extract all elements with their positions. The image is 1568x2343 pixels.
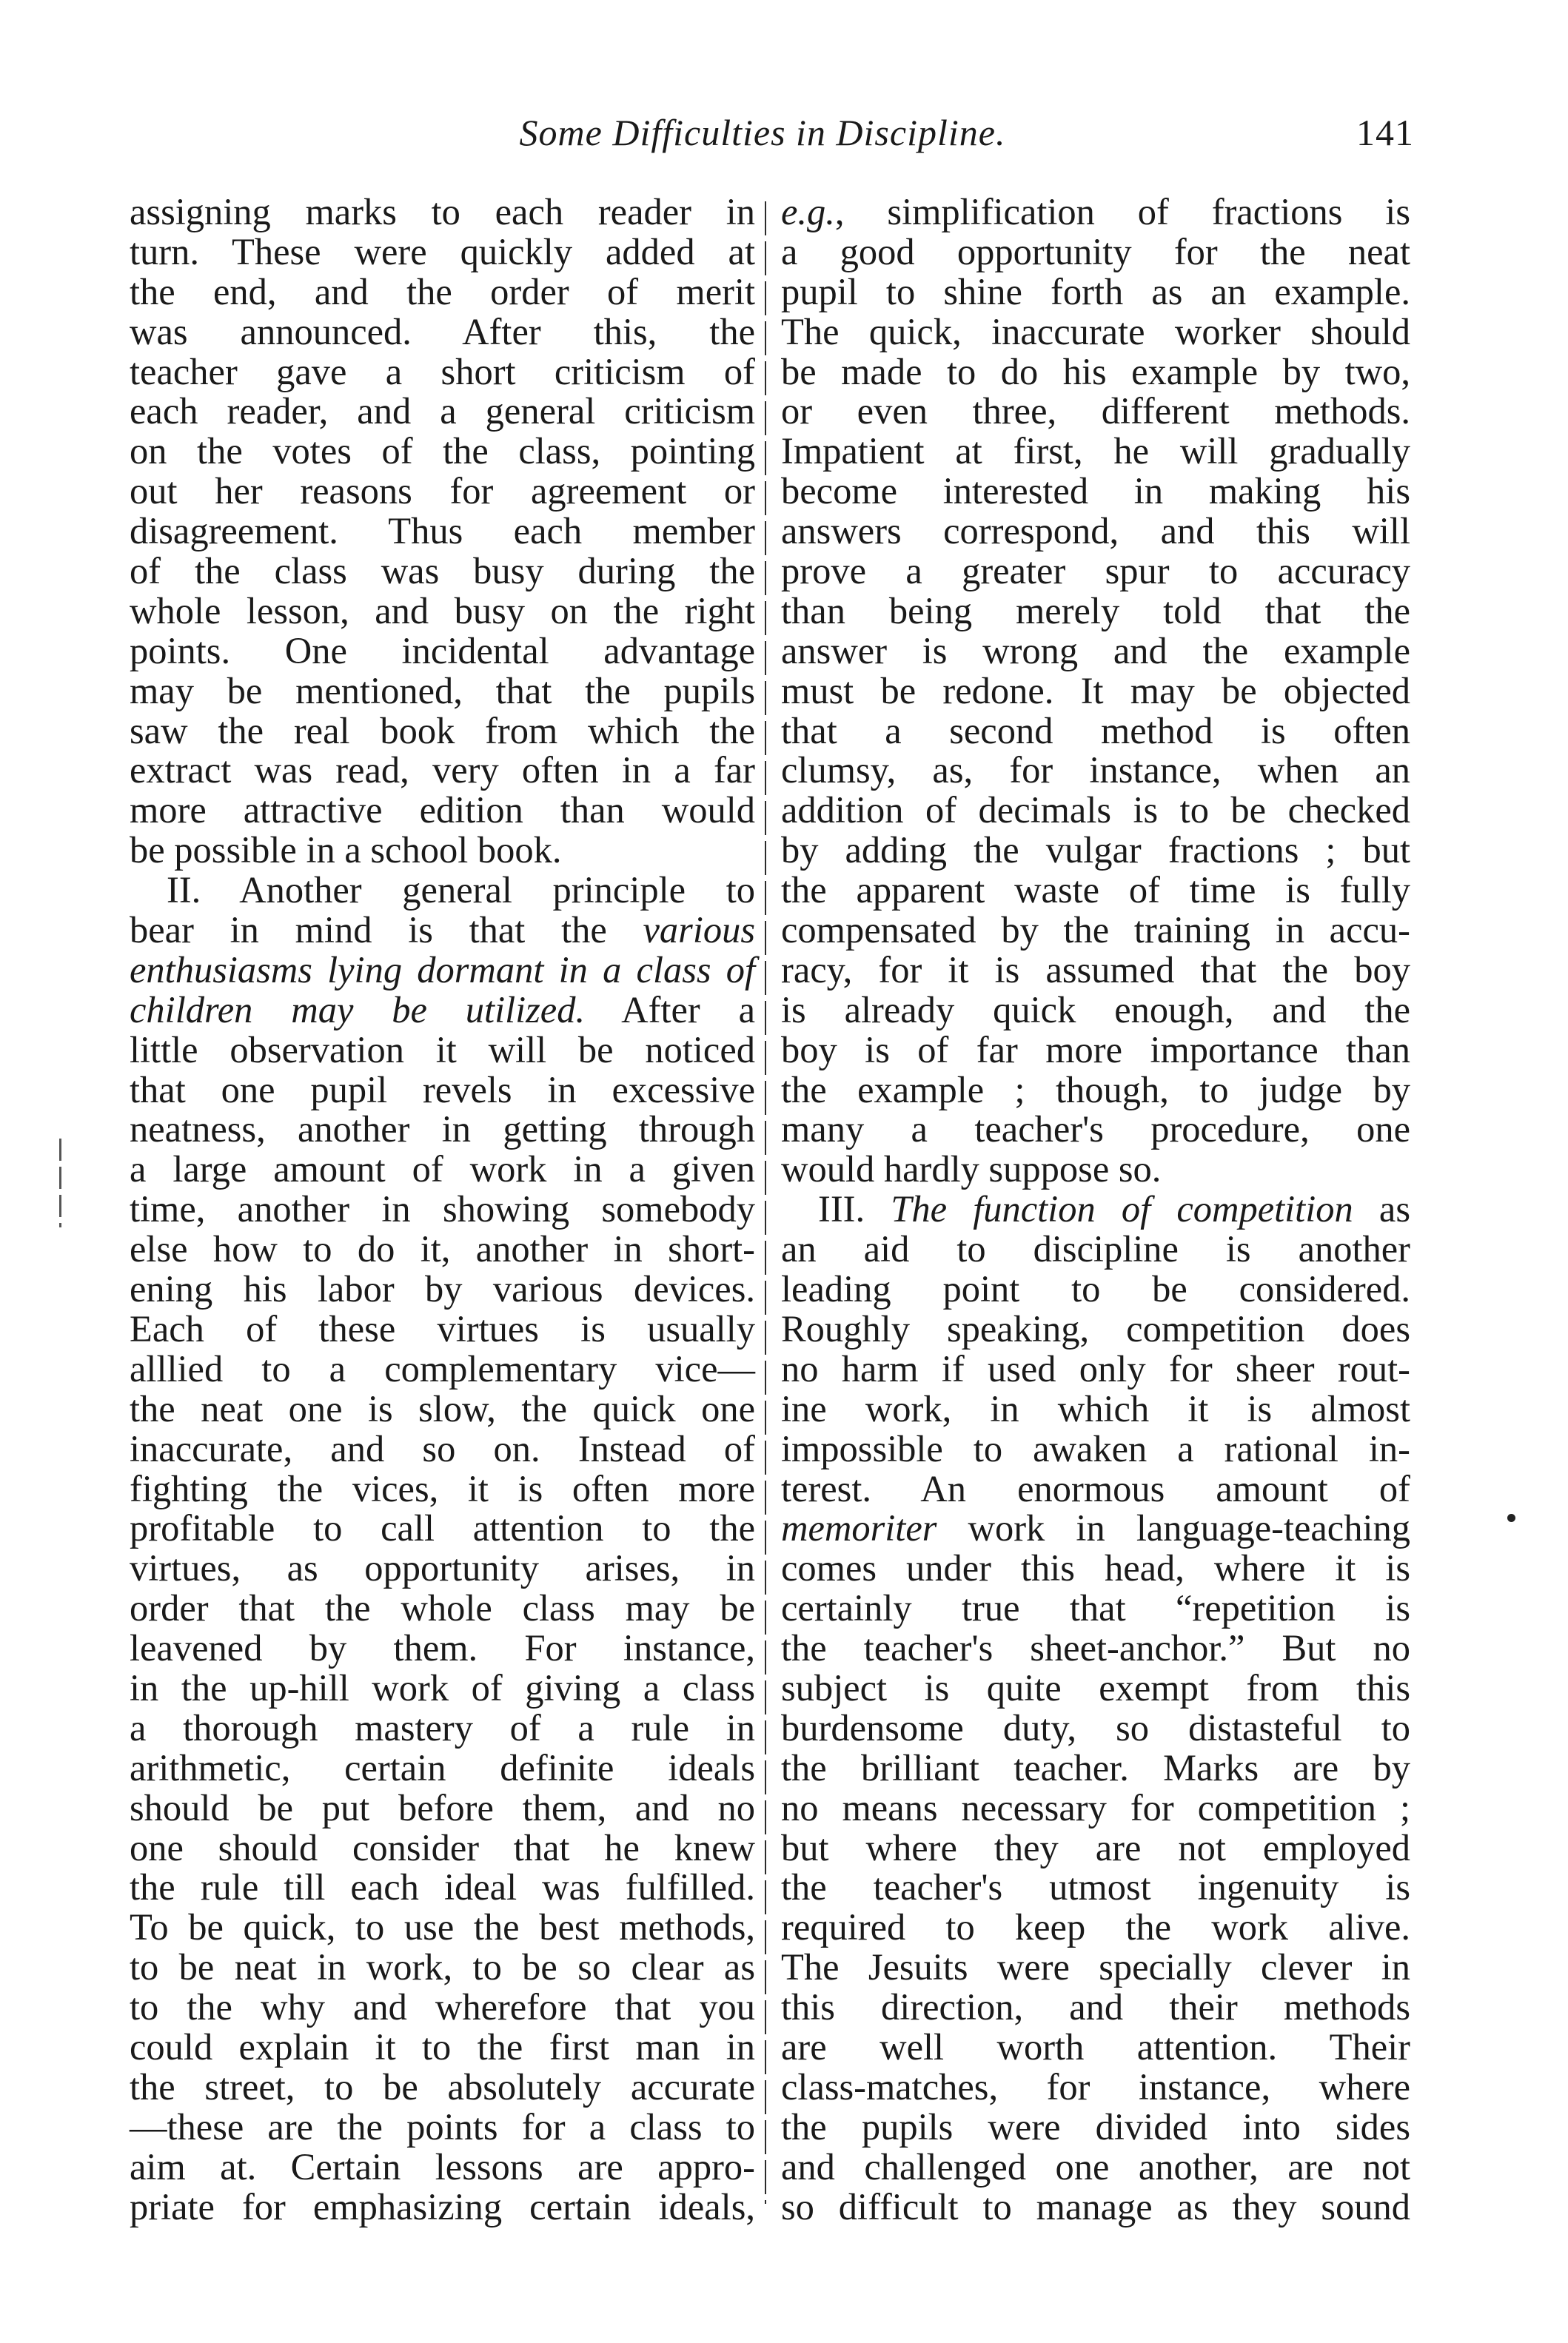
text-line [130, 1666, 755, 1709]
line-text: answers correspond, and this will [781, 510, 1410, 552]
text-line [130, 1868, 755, 1908]
line-text: Each of these virtues is usually [130, 1307, 755, 1350]
line-text: work in language-teaching [937, 1507, 1410, 1549]
line-text: time, another in showing somebody [130, 1188, 755, 1230]
text-line [130, 432, 755, 472]
text-line [130, 1908, 755, 1948]
line-text: , simplification of fractions is [834, 191, 1410, 232]
column-divider [765, 201, 766, 2204]
line-text: neatness, another in getting through [130, 1108, 755, 1150]
text-line [130, 2185, 755, 2228]
line-text: one should consider that he knew [130, 1826, 755, 1868]
text-line [130, 1948, 755, 1988]
line-text: little observation it will be noticed [130, 1028, 755, 1070]
line-text: To be quick, to use the best methods, [130, 1906, 755, 1948]
line-text: that a second method is often [781, 709, 1410, 751]
line-text: points. One incidental advantage [130, 629, 755, 671]
line-text: else how to do it, another in short- [130, 1228, 755, 1270]
text-line [781, 2185, 1410, 2228]
line-text: assigning marks to each reader in [130, 191, 755, 232]
line-text: an aid to discipline is another [781, 1228, 1410, 1270]
line-text: leavened by them. For instance, [130, 1627, 755, 1669]
text-line [130, 272, 755, 312]
running-head [111, 111, 1414, 170]
italic-text: various [643, 909, 755, 951]
line-text: by adding the vulgar fractions ; but [781, 829, 1410, 871]
line-text: become interested in making his [781, 470, 1410, 512]
text-line [130, 988, 755, 1030]
line-text: and challenged one another, are not [781, 2145, 1410, 2188]
line-text: leading point to be considered. [781, 1268, 1410, 1310]
line-text: the pupils were divided into sides [781, 2105, 1410, 2148]
line-text: Impatient at first, he will gradually [781, 430, 1410, 472]
line-text: comes under this head, where it is [781, 1547, 1410, 1589]
line-text: II. Another general principle to [167, 869, 755, 911]
margin-pencil-mark [59, 1139, 61, 1227]
line-text: the rule till each ideal was fulfilled. [130, 1866, 755, 1908]
line-text: order that the whole class may be [130, 1587, 755, 1629]
text-line [130, 1150, 755, 1190]
text-line [130, 1429, 755, 1469]
text-line [130, 1307, 755, 1350]
text-line [130, 1190, 755, 1230]
text-line [130, 232, 755, 272]
text-line [781, 1030, 1410, 1070]
text-line [130, 711, 755, 751]
text-line [130, 1826, 755, 1868]
text-line [130, 2145, 755, 2188]
text-line [781, 988, 1410, 1030]
text-line [130, 911, 755, 951]
text-line [130, 1706, 755, 1749]
line-text: no means necessary for competition ; [781, 1786, 1410, 1829]
text-line [781, 1110, 1410, 1150]
line-text: be possible in a school book. [130, 829, 562, 871]
italic-text: memoriter [781, 1507, 937, 1549]
left-column [130, 192, 755, 2227]
line-text: many a teacher's procedure, one [781, 1108, 1410, 1150]
line-text: terest. An enormous amount of [781, 1467, 1410, 1509]
line-text: out her reasons for agreement or [130, 470, 755, 512]
text-line [130, 631, 755, 671]
text-line [781, 591, 1410, 631]
text-line [781, 2065, 1410, 2108]
line-text: a good opportunity for the neat [781, 230, 1410, 272]
line-text: a thorough mastery of a rule in [130, 1706, 755, 1749]
text-line [130, 871, 755, 911]
text-line [781, 432, 1410, 472]
right-column [781, 192, 1410, 2227]
text-line [130, 1589, 755, 1629]
italic-text: children may be utilized. [130, 988, 586, 1030]
text-line [781, 1070, 1410, 1110]
line-text: —these are the points for a class to [130, 2105, 755, 2148]
text-line [781, 1826, 1410, 1868]
text-line [130, 1509, 755, 1549]
line-text: be made to do his example by two, [781, 350, 1410, 392]
line-text: fighting the vices, it is often more [130, 1467, 755, 1509]
text-line [781, 1347, 1410, 1390]
line-text: boy is of far more importance than [781, 1028, 1410, 1070]
line-text: are well worth attention. Their [781, 2025, 1410, 2068]
running-title: Some Difficulties in Discipline. [519, 112, 1006, 153]
text-line [130, 1549, 755, 1589]
text-line [130, 1347, 755, 1390]
text-line [781, 1746, 1410, 1789]
line-text: the teacher's utmost ingenuity is [781, 1866, 1410, 1908]
line-text: should be put before them, and no [130, 1786, 755, 1829]
text-line [781, 911, 1410, 951]
text-line [781, 1270, 1410, 1310]
line-text: racy, for it is assumed that the boy [781, 948, 1410, 991]
text-line [130, 1030, 755, 1070]
text-line [781, 1908, 1410, 1948]
text-line [781, 2145, 1410, 2188]
text-line [781, 671, 1410, 711]
line-text: a large amount of work in a given [130, 1148, 755, 1190]
line-text: to be neat in work, to be so clear as [130, 1946, 755, 1988]
text-line [781, 472, 1410, 512]
text-line [130, 512, 755, 552]
margin-ink-dot [1507, 1514, 1515, 1522]
line-text: the brilliant teacher. Marks are by [781, 1746, 1410, 1789]
line-text: The Jesuits were specially clever in [781, 1946, 1410, 1988]
text-line [781, 1230, 1410, 1270]
line-text: this direction, and their methods [781, 1986, 1410, 2028]
text-line [130, 1988, 755, 2028]
line-text: may be mentioned, that the pupils [130, 669, 755, 711]
line-text: is already quick enough, and the [781, 988, 1410, 1030]
text-line [781, 1706, 1410, 1749]
text-line [781, 232, 1410, 272]
line-text: than being merely told that the [781, 589, 1410, 631]
line-text: the example ; though, to judge by [781, 1068, 1410, 1110]
line-text: to the why and wherefore that you [130, 1986, 755, 2028]
text-line [781, 948, 1410, 991]
line-text: aim at. Certain lessons are appro- [130, 2145, 755, 2188]
line-text: subject is quite exempt from this [781, 1666, 1410, 1709]
italic-text: The function of competition [891, 1188, 1353, 1230]
text-line [781, 272, 1410, 312]
line-text: in the up-hill work of giving a class [130, 1666, 755, 1709]
line-text: inaccurate, and so on. Instead of [130, 1427, 755, 1469]
text-line [781, 1666, 1410, 1709]
line-text: whole lesson, and busy on the right [130, 589, 755, 631]
text-line [781, 352, 1410, 392]
line-text: ine work, in which it is almost [781, 1387, 1410, 1429]
line-text: clumsy, as, for instance, when an [781, 749, 1410, 791]
line-text: The quick, inaccurate worker should [781, 310, 1410, 352]
line-text: certainly true that “repetition is [781, 1587, 1410, 1629]
line-text: each reader, and a general criticism [130, 390, 755, 432]
line-text: of the class was busy during the [130, 550, 755, 592]
text-line [130, 312, 755, 352]
text-line [781, 1469, 1410, 1509]
line-text: could explain it to the first man in [130, 2025, 755, 2068]
line-text: ening his labor by various devices. [130, 1268, 755, 1310]
line-text: impossible to awaken a rational in- [781, 1427, 1410, 1469]
text-line [130, 352, 755, 392]
text-line [781, 791, 1410, 831]
text-line [781, 1150, 1410, 1190]
text-line [130, 1070, 755, 1110]
text-line [130, 1110, 755, 1150]
line-text: so difficult to manage as they sound [781, 2185, 1410, 2228]
text-line [130, 831, 755, 871]
text-line [130, 1629, 755, 1669]
text-line [130, 2065, 755, 2108]
line-text: required to keep the work alive. [781, 1906, 1410, 1948]
line-text: class-matches, for instance, where [781, 2065, 1410, 2108]
line-text: on the votes of the class, pointing [130, 430, 755, 472]
text-line [130, 392, 755, 432]
text-line [781, 2025, 1410, 2068]
text-line [781, 2105, 1410, 2148]
text-line [781, 1429, 1410, 1469]
text-line [781, 711, 1410, 751]
text-line [130, 472, 755, 512]
text-line [130, 2025, 755, 2068]
line-text: that one pupil revels in excessive [130, 1068, 755, 1110]
text-line [781, 1948, 1410, 1988]
text-line [781, 192, 1410, 232]
line-text: the apparent waste of time is fully [781, 869, 1410, 911]
text-line [130, 591, 755, 631]
line-text: disagreement. Thus each member [130, 510, 755, 552]
line-text: burdensome duty, so distasteful to [781, 1706, 1410, 1749]
text-line [781, 1868, 1410, 1908]
line-text: was announced. After this, the [130, 310, 755, 352]
text-line [130, 552, 755, 591]
line-text: teacher gave a short criticism of [130, 350, 755, 392]
line-text: the neat one is slow, the quick one [130, 1387, 755, 1429]
text-line [130, 1469, 755, 1509]
page-number: 141 [1356, 112, 1414, 153]
line-text: more attractive edition than would [130, 789, 755, 831]
line-text: no harm if used only for sheer rout- [781, 1347, 1410, 1390]
text-line [781, 1509, 1410, 1549]
text-line [130, 1270, 755, 1310]
text-line [130, 1230, 755, 1270]
line-text: turn. These were quickly added at [130, 230, 755, 272]
line-text: III. [818, 1188, 891, 1230]
text-line [781, 512, 1410, 552]
text-line [781, 751, 1410, 791]
italic-text: enthusiasms lying dormant in a class of [130, 948, 755, 991]
text-line [781, 831, 1410, 871]
line-text: priate for emphasizing certain ideals, [130, 2185, 755, 2228]
line-text: compensated by the training in accu- [781, 909, 1410, 951]
text-line [781, 392, 1410, 432]
line-text: must be redone. It may be objected [781, 669, 1410, 711]
text-line [781, 1988, 1410, 2028]
text-line [781, 552, 1410, 591]
line-text: the end, and the order of merit [130, 270, 755, 312]
text-line [781, 312, 1410, 352]
text-line [130, 751, 755, 791]
line-text: answer is wrong and the example [781, 629, 1410, 671]
line-text: as [1353, 1188, 1410, 1230]
line-text: After a [585, 988, 755, 1030]
line-text: prove a greater spur to accuracy [781, 550, 1410, 592]
text-line [130, 1387, 755, 1429]
text-line [781, 631, 1410, 671]
line-text: addition of decimals is to be checked [781, 789, 1410, 831]
text-line [781, 1589, 1410, 1629]
text-line [130, 1786, 755, 1829]
text-line [781, 1307, 1410, 1350]
line-text: but where they are not employed [781, 1826, 1410, 1868]
line-text: the street, to be absolutely accurate [130, 2065, 755, 2108]
text-line [781, 871, 1410, 911]
text-line [130, 671, 755, 711]
text-line [781, 1387, 1410, 1429]
text-line [781, 1629, 1410, 1669]
line-text: Roughly speaking, competition does [781, 1307, 1410, 1350]
line-text: pupil to shine forth as an example. [781, 270, 1410, 312]
line-text: arithmetic, certain definite ideals [130, 1746, 755, 1789]
text-line [130, 948, 755, 991]
line-text: bear in mind is that the [130, 909, 643, 951]
line-text: the teacher's sheet-anchor.” But no [781, 1627, 1410, 1669]
text-line [130, 791, 755, 831]
italic-text: e.g. [781, 191, 835, 232]
text-line [781, 1549, 1410, 1589]
text-line [130, 2105, 755, 2148]
line-text: extract was read, very often in a far [130, 749, 755, 791]
line-text: or even three, different methods. [781, 390, 1410, 432]
line-text: profitable to call attention to the [130, 1507, 755, 1549]
line-text: alllied to a complementary vice— [130, 1347, 755, 1390]
line-text: virtues, as opportunity arises, in [130, 1547, 755, 1589]
line-text: would hardly suppose so. [781, 1148, 1162, 1190]
text-line [130, 192, 755, 232]
text-line [781, 1190, 1410, 1230]
line-text: saw the real book from which the [130, 709, 755, 751]
text-line [130, 1746, 755, 1789]
text-line [781, 1786, 1410, 1829]
